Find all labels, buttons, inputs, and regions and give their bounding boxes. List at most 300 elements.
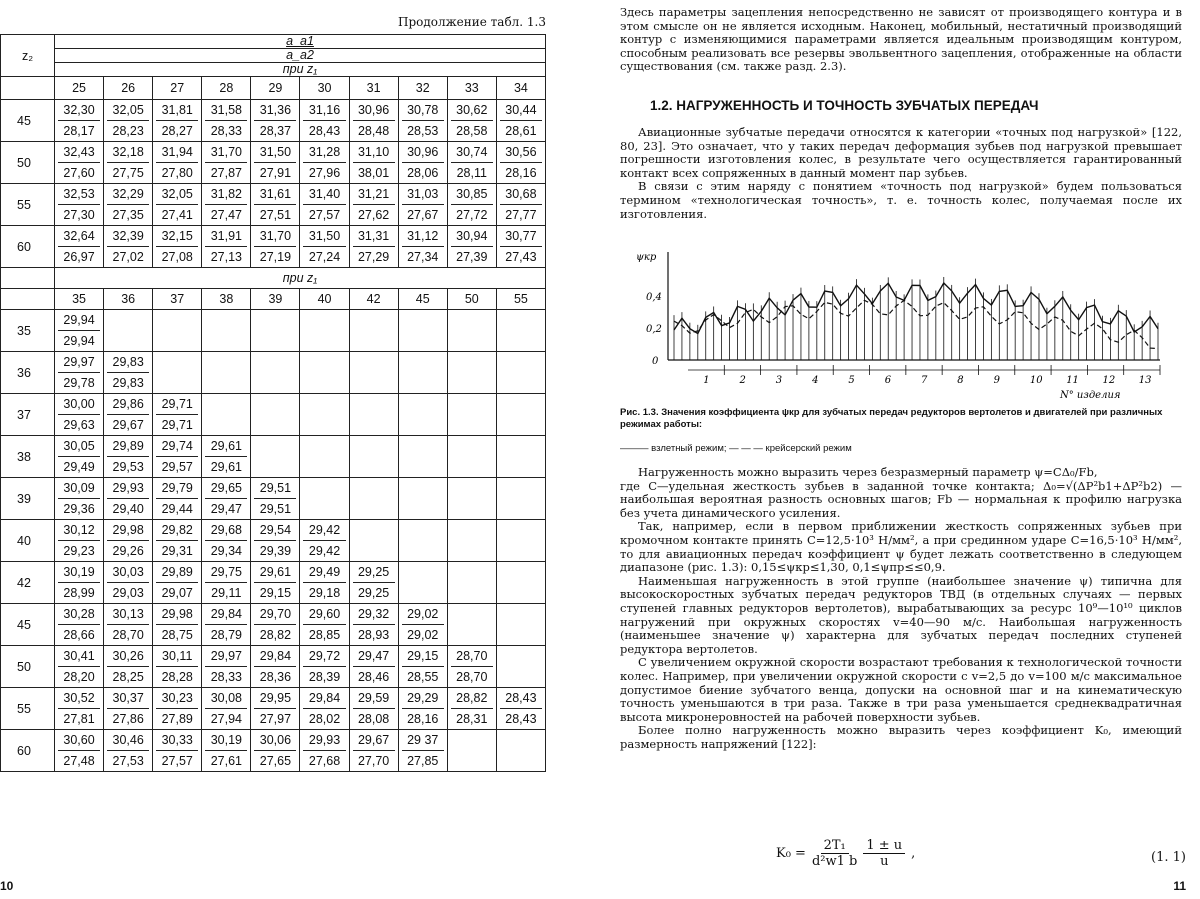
value-cell xyxy=(153,352,202,394)
value-top: 29,86 xyxy=(107,394,149,415)
value-top: 28,70 xyxy=(451,646,493,667)
value-bottom: 27,80 xyxy=(153,163,201,183)
value-cell xyxy=(300,352,349,394)
table-row xyxy=(1,520,546,562)
value-cell xyxy=(251,436,300,478)
value-bottom: 29,44 xyxy=(153,499,201,519)
value-top: 29,49 xyxy=(303,562,345,583)
value-top: 31,82 xyxy=(205,184,247,205)
value-bottom: 29,83 xyxy=(104,373,152,393)
value-top: 29,54 xyxy=(254,520,296,541)
z2-blank-cell xyxy=(1,268,55,289)
value-cell xyxy=(349,100,398,142)
value-top: 29,98 xyxy=(107,520,149,541)
value-cell xyxy=(447,100,496,142)
value-cell xyxy=(496,520,545,562)
section-title: 1.2. НАГРУЖЕННОСТЬ И ТОЧНОСТЬ ЗУБЧАТЫХ ПЕРЕДАЧ xyxy=(650,98,1039,113)
value-top: 30,09 xyxy=(58,478,100,499)
value-cell xyxy=(104,604,153,646)
x-group-label: 5 xyxy=(848,375,854,386)
z1-column-header: 50 xyxy=(447,289,496,310)
value-top: 29,97 xyxy=(58,352,100,373)
value-cell xyxy=(349,394,398,436)
value-cell xyxy=(447,604,496,646)
value-bottom: 27,19 xyxy=(251,247,299,267)
value-cell xyxy=(55,688,104,730)
value-top: 29,15 xyxy=(402,646,444,667)
value-bottom: 28,02 xyxy=(300,709,348,729)
value-cell xyxy=(153,226,202,268)
value-top: 32,05 xyxy=(107,100,149,121)
header-row xyxy=(1,63,546,77)
value-top: 29,93 xyxy=(107,478,149,499)
value-cell xyxy=(55,730,104,772)
z1-column-header: 27 xyxy=(153,77,202,100)
value-top: 32,18 xyxy=(107,142,149,163)
value-cell xyxy=(349,478,398,520)
value-bottom: 28,66 xyxy=(55,625,103,645)
value-top: 30,77 xyxy=(500,226,542,247)
value-top: 29,79 xyxy=(156,478,198,499)
value-cell xyxy=(153,394,202,436)
z1-header-row xyxy=(1,77,546,100)
value-bottom: 28,43 xyxy=(300,121,348,141)
value-top: 31,81 xyxy=(156,100,198,121)
gear-table xyxy=(0,34,546,772)
value-cell xyxy=(55,184,104,226)
value-top: 30,23 xyxy=(156,688,198,709)
value-bottom: 28,28 xyxy=(153,667,201,687)
value-cell xyxy=(398,688,447,730)
value-cell xyxy=(398,730,447,772)
value-top: 30,19 xyxy=(205,730,247,751)
value-cell xyxy=(104,226,153,268)
value-bottom: 27,02 xyxy=(104,247,152,267)
value-top: 29,97 xyxy=(205,646,247,667)
value-cell xyxy=(349,520,398,562)
value-bottom: 28,82 xyxy=(251,625,299,645)
value-bottom: 27,08 xyxy=(153,247,201,267)
value-cell xyxy=(55,478,104,520)
paragraph-4: Так, например, если в первом приближении жесткость сопряженных зубьев при кромочном контакте принять C=12,5·10³ Н/мм², а при срединном ударе C=16,5·10³ Н/мм², то для авиационных передач коэффициент ψ будет лежать соответственно в следующем диапазоне (рис. 1.3): 0,15≤ψкр≤1,30, 0,1≤ψпр≤≤0,9. xyxy=(620,520,1182,574)
z1-column-header: 31 xyxy=(349,77,398,100)
value-cell xyxy=(251,226,300,268)
y-axis-label: ψкр xyxy=(636,252,657,263)
value-bottom: 28,61 xyxy=(497,121,545,141)
value-top: 30,62 xyxy=(451,100,493,121)
value-cell xyxy=(496,226,545,268)
value-top: 32,30 xyxy=(58,100,100,121)
value-bottom: 27,77 xyxy=(497,205,545,225)
value-cell xyxy=(496,100,545,142)
value-cell xyxy=(202,142,251,184)
value-cell xyxy=(202,100,251,142)
intro-paragraph: Здесь параметры зацепления непосредственно не зависят от производящего контура и в этом смысле он не является исходным. Наконец, мобильный, нестатичный производящий контур с изменяющимися параметрами является идеальным производящим контуром, способным реализовать все резервы эвольвентного зацепления, отображенные на области существования (см. также разд. 2.3). xyxy=(620,6,1182,74)
paragraph-3b: где C—удельная жесткость зубьев в заданной точке контакта; Δ₀=√(ΔP²b1+ΔP²b2) — наибольшая вероятная разность основных шагов; Fb — нормальная к профилю нагрузка без учета динамического усиления. xyxy=(620,480,1182,521)
value-bottom: 28,16 xyxy=(399,709,447,729)
value-top: 29,29 xyxy=(402,688,444,709)
value-cell xyxy=(496,310,545,352)
value-bottom: 28,37 xyxy=(251,121,299,141)
value-cell xyxy=(202,352,251,394)
z1-column-header: 28 xyxy=(202,77,251,100)
value-cell xyxy=(496,436,545,478)
z1-column-header: 30 xyxy=(300,77,349,100)
equation-number: (1. 1) xyxy=(1151,850,1186,865)
value-cell xyxy=(447,646,496,688)
value-top: 29,65 xyxy=(205,478,247,499)
value-cell xyxy=(300,142,349,184)
value-cell xyxy=(349,604,398,646)
value-cell xyxy=(398,520,447,562)
page-number-right: 11 xyxy=(1173,879,1186,893)
value-cell xyxy=(153,436,202,478)
value-bottom: 29,34 xyxy=(202,541,250,561)
value-cell xyxy=(153,604,202,646)
value-cell xyxy=(55,352,104,394)
value-cell xyxy=(496,184,545,226)
body-block-2 xyxy=(620,466,1182,751)
value-cell xyxy=(300,604,349,646)
value-bottom: 27,85 xyxy=(399,751,447,771)
value-bottom: 28,36 xyxy=(251,667,299,687)
header-row xyxy=(1,49,546,63)
value-cell xyxy=(251,100,300,142)
z1-column-header: 42 xyxy=(349,289,398,310)
value-top: 30,60 xyxy=(58,730,100,751)
value-top: 29,51 xyxy=(254,478,296,499)
value-bottom: 29,39 xyxy=(251,541,299,561)
value-bottom: 27,89 xyxy=(153,709,201,729)
value-bottom: 27,91 xyxy=(251,163,299,183)
value-cell xyxy=(55,226,104,268)
paragraph-3a: Нагруженность можно выразить через безразмерный параметр ψ=CΔ₀/Fb, xyxy=(620,466,1182,480)
z2-blank-cell xyxy=(1,289,55,310)
value-bottom: 28,55 xyxy=(399,667,447,687)
value-cell xyxy=(447,394,496,436)
value-cell xyxy=(447,226,496,268)
value-cell xyxy=(202,520,251,562)
value-bottom: 27,72 xyxy=(448,205,496,225)
z1-column-header: 29 xyxy=(251,77,300,100)
z2-cell: 60 xyxy=(1,226,55,268)
sample-bars xyxy=(674,277,1158,360)
value-cell xyxy=(300,562,349,604)
value-cell xyxy=(153,184,202,226)
body-block-1 xyxy=(620,126,1182,221)
value-top: 31,10 xyxy=(353,142,395,163)
value-cell xyxy=(153,100,202,142)
value-cell xyxy=(202,436,251,478)
value-cell xyxy=(55,646,104,688)
value-cell xyxy=(398,142,447,184)
value-bottom: 27,35 xyxy=(104,205,152,225)
value-bottom: 29,23 xyxy=(55,541,103,561)
left-page xyxy=(0,0,560,899)
value-top: 30,96 xyxy=(353,100,395,121)
value-bottom: 27,68 xyxy=(300,751,348,771)
paragraph-5: Наименьшая нагруженность в этой группе (наибольшее значение ψ) типична для высокоскоростных зубчатых передач редукторов ТВД (в отдельных случаях — первых ступеней главных редукторов вертолетов), вырабатывающих за ресурс 10⁹—10¹⁰ циклов нагружений при окружных скоростях v=40—90 м/с. Наибольшая нагруженность (наименьшее значение ψ) характерна для зубчатых передач последних ступеней редуктора вертолетов. xyxy=(620,575,1182,657)
value-top: 30,13 xyxy=(107,604,149,625)
value-top: 31,61 xyxy=(254,184,296,205)
value-cell xyxy=(447,478,496,520)
value-cell xyxy=(202,394,251,436)
table-continuation-label: Продолжение табл. 1.3 xyxy=(398,15,546,29)
page-number-left: 10 xyxy=(0,879,13,893)
value-cell xyxy=(398,562,447,604)
value-cell xyxy=(300,394,349,436)
z2-cell: 39 xyxy=(1,478,55,520)
value-top: 30,19 xyxy=(58,562,100,583)
value-cell xyxy=(496,688,545,730)
value-bottom: 29,25 xyxy=(350,583,398,603)
value-bottom: 27,75 xyxy=(104,163,152,183)
value-cell xyxy=(55,562,104,604)
value-cell xyxy=(202,184,251,226)
z1-column-header: 40 xyxy=(300,289,349,310)
paragraph-7: Более полно нагруженность можно выразить через коэффициент K₀, имеющий размерность напряжений [122]: xyxy=(620,724,1182,751)
value-bottom: 27,94 xyxy=(202,709,250,729)
z1-column-header: 34 xyxy=(496,77,545,100)
value-cell xyxy=(153,730,202,772)
value-bottom: 28,17 xyxy=(55,121,103,141)
value-bottom: 28,11 xyxy=(448,163,496,183)
value-bottom: 26,97 xyxy=(55,247,103,267)
header-label-bottom: a_a2 xyxy=(55,49,546,63)
value-cell xyxy=(447,688,496,730)
value-bottom: 27,87 xyxy=(202,163,250,183)
value-bottom: 28,23 xyxy=(104,121,152,141)
value-cell xyxy=(153,562,202,604)
x-group-label: 9 xyxy=(994,375,1001,386)
value-cell xyxy=(447,562,496,604)
value-cell xyxy=(447,142,496,184)
value-cell xyxy=(300,310,349,352)
value-top: 29,42 xyxy=(303,520,345,541)
value-top: 31,58 xyxy=(205,100,247,121)
table-row xyxy=(1,100,546,142)
value-cell xyxy=(251,562,300,604)
value-cell xyxy=(251,688,300,730)
value-cell xyxy=(300,520,349,562)
value-cell xyxy=(104,730,153,772)
z2-cell: 55 xyxy=(1,688,55,730)
value-top: 30,12 xyxy=(58,520,100,541)
value-cell xyxy=(104,394,153,436)
takeoff-series xyxy=(674,283,1158,334)
value-cell xyxy=(251,520,300,562)
value-bottom: 29,51 xyxy=(251,499,299,519)
value-cell xyxy=(251,142,300,184)
x-group-label: 2 xyxy=(739,375,746,386)
value-bottom: 28,31 xyxy=(448,709,496,729)
value-cell xyxy=(496,562,545,604)
value-top: 31,91 xyxy=(205,226,247,247)
value-cell xyxy=(447,352,496,394)
header-label-top: a_a1 xyxy=(55,35,546,49)
value-top: 28,43 xyxy=(500,688,542,709)
value-cell xyxy=(104,310,153,352)
value-top: 29,61 xyxy=(205,436,247,457)
value-top: 32,39 xyxy=(107,226,149,247)
value-cell xyxy=(300,688,349,730)
value-cell xyxy=(153,310,202,352)
value-top: 31,16 xyxy=(303,100,345,121)
value-bottom: 27,29 xyxy=(350,247,398,267)
x-group-label: 11 xyxy=(1066,375,1079,386)
value-bottom: 28,39 xyxy=(300,667,348,687)
value-bottom: 28,85 xyxy=(300,625,348,645)
value-top: 29,60 xyxy=(303,604,345,625)
z1-column-header: 32 xyxy=(398,77,447,100)
x-group-label: 8 xyxy=(957,375,963,386)
value-cell xyxy=(300,646,349,688)
value-bottom: 28,46 xyxy=(350,667,398,687)
formula-fraction-2 xyxy=(863,838,905,869)
value-cell xyxy=(202,478,251,520)
value-cell xyxy=(496,352,545,394)
value-cell xyxy=(300,478,349,520)
value-bottom: 29,11 xyxy=(202,583,250,603)
table-row xyxy=(1,226,546,268)
value-bottom: 27,96 xyxy=(300,163,348,183)
value-cell xyxy=(251,184,300,226)
value-cell xyxy=(153,688,202,730)
value-top: 29,25 xyxy=(353,562,395,583)
value-top: 29,84 xyxy=(303,688,345,709)
value-bottom: 28,58 xyxy=(448,121,496,141)
x-group-label: 4 xyxy=(811,375,818,386)
x-group-labels xyxy=(703,365,1160,386)
value-bottom: 27,86 xyxy=(104,709,152,729)
value-top: 32,15 xyxy=(156,226,198,247)
value-bottom: 28,70 xyxy=(104,625,152,645)
table-row xyxy=(1,352,546,394)
value-top: 30,00 xyxy=(58,394,100,415)
value-cell xyxy=(55,436,104,478)
value-bottom: 27,48 xyxy=(55,751,103,771)
value-cell xyxy=(202,562,251,604)
value-top: 29,84 xyxy=(205,604,247,625)
value-bottom: 29,15 xyxy=(251,583,299,603)
value-top: 30,28 xyxy=(58,604,100,625)
value-top: 29,70 xyxy=(254,604,296,625)
value-top: 30,94 xyxy=(451,226,493,247)
value-cell xyxy=(349,352,398,394)
value-cell xyxy=(55,394,104,436)
value-top: 29,89 xyxy=(107,436,149,457)
x-group-label: 13 xyxy=(1139,375,1152,386)
z1-column-header: 38 xyxy=(202,289,251,310)
value-cell xyxy=(496,142,545,184)
value-top: 31,28 xyxy=(303,142,345,163)
value-cell xyxy=(251,394,300,436)
x-group-label: 12 xyxy=(1103,375,1116,386)
value-bottom: 28,70 xyxy=(448,667,496,687)
value-bottom: 27,81 xyxy=(55,709,103,729)
value-cell xyxy=(104,436,153,478)
value-bottom: 29,36 xyxy=(55,499,103,519)
value-top: 30,33 xyxy=(156,730,198,751)
value-top: 31,36 xyxy=(254,100,296,121)
value-cell xyxy=(55,604,104,646)
table-row xyxy=(1,394,546,436)
value-bottom: 29,63 xyxy=(55,415,103,435)
value-cell xyxy=(104,562,153,604)
table-row xyxy=(1,478,546,520)
value-bottom: 28,27 xyxy=(153,121,201,141)
value-bottom: 28,33 xyxy=(202,121,250,141)
value-top: 30,37 xyxy=(107,688,149,709)
table-row xyxy=(1,184,546,226)
value-bottom: 29,31 xyxy=(153,541,201,561)
value-cell xyxy=(398,646,447,688)
value-cell xyxy=(496,394,545,436)
value-top: 32,05 xyxy=(156,184,198,205)
value-cell xyxy=(300,226,349,268)
z2-cell: 35 xyxy=(1,310,55,352)
z1-column-header: 25 xyxy=(55,77,104,100)
value-cell xyxy=(300,100,349,142)
value-cell xyxy=(251,478,300,520)
value-top: 29,75 xyxy=(205,562,247,583)
x-group-label: 1 xyxy=(703,375,709,386)
value-top: 32,43 xyxy=(58,142,100,163)
value-cell xyxy=(202,688,251,730)
value-cell xyxy=(496,646,545,688)
value-cell xyxy=(398,394,447,436)
z2-cell: 60 xyxy=(1,730,55,772)
value-top: 29,94 xyxy=(58,310,100,331)
value-bottom: 29,78 xyxy=(55,373,103,393)
value-top: 29,84 xyxy=(254,646,296,667)
value-bottom: 28,43 xyxy=(497,709,545,729)
value-cell xyxy=(251,352,300,394)
value-top: 30,96 xyxy=(402,142,444,163)
table-row xyxy=(1,310,546,352)
value-bottom: 27,57 xyxy=(153,751,201,771)
value-cell xyxy=(349,646,398,688)
value-top: 31,50 xyxy=(303,226,345,247)
z1-column-header: 33 xyxy=(447,77,496,100)
value-top: 31,70 xyxy=(205,142,247,163)
value-bottom: 27,43 xyxy=(497,247,545,267)
value-bottom: 29,40 xyxy=(104,499,152,519)
value-bottom: 27,65 xyxy=(251,751,299,771)
value-bottom: 27,47 xyxy=(202,205,250,225)
value-top: 29,02 xyxy=(402,604,444,625)
value-bottom: 27,70 xyxy=(350,751,398,771)
value-bottom: 28,16 xyxy=(497,163,545,183)
value-bottom: 29,53 xyxy=(104,457,152,477)
value-top: 31,12 xyxy=(402,226,444,247)
y-tick-label: 0,4 xyxy=(646,292,662,303)
value-top: 30,68 xyxy=(500,184,542,205)
x-group-label: 10 xyxy=(1030,375,1043,386)
value-cell xyxy=(202,730,251,772)
value-bottom: 27,13 xyxy=(202,247,250,267)
value-top: 28,82 xyxy=(451,688,493,709)
z1-column-header: 36 xyxy=(104,289,153,310)
value-cell xyxy=(349,184,398,226)
z2-cell: 45 xyxy=(1,604,55,646)
z2-cell: 38 xyxy=(1,436,55,478)
header-row xyxy=(1,268,546,289)
value-cell xyxy=(55,310,104,352)
value-bottom: 29,47 xyxy=(202,499,250,519)
formula-lhs: K₀ = xyxy=(776,846,806,861)
value-cell xyxy=(496,730,545,772)
